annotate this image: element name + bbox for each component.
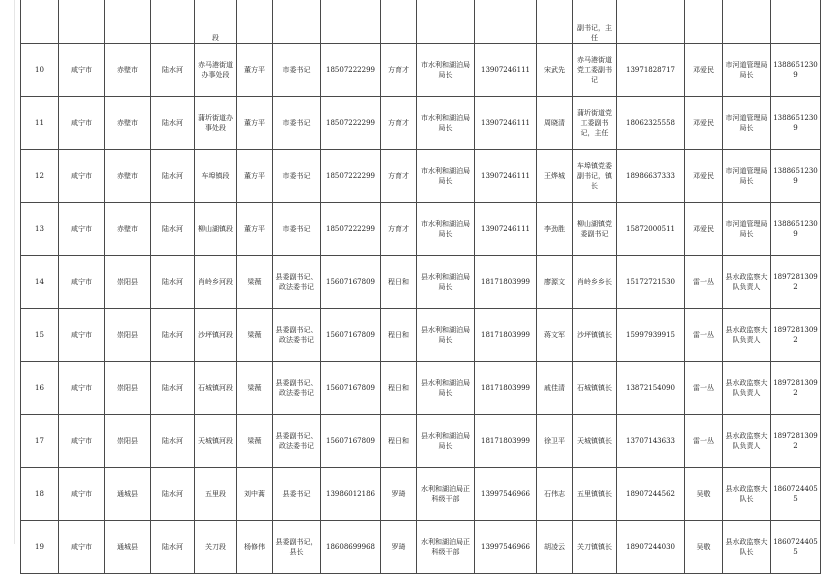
- cell-township-title: 关刀镇镇长: [573, 521, 617, 574]
- cell-contact-phone: 18171803999: [475, 256, 537, 309]
- cell-supervisor-title: 市河道管理局局长: [723, 150, 771, 203]
- cell-contact-title: 县水利和湖泊局局长: [417, 256, 475, 309]
- cell-chief-phone: 15607167809: [321, 256, 381, 309]
- cell-river: 陆水河: [151, 521, 195, 574]
- cell-township-phone: 13872154090: [617, 362, 685, 415]
- cell-chief-title: 县委副书记、政法委书记: [273, 256, 321, 309]
- cell-city: 咸宁市: [59, 309, 105, 362]
- cell-section: 段: [195, 0, 237, 44]
- cell-county: 崇阳县: [105, 362, 151, 415]
- cell-chief-title: 市委书记: [273, 97, 321, 150]
- cell-contact-title: [417, 0, 475, 44]
- table-row: [21, 97, 821, 150]
- cell-contact: 程日和: [381, 256, 417, 309]
- cell-township-chief: 戚佳清: [537, 362, 573, 415]
- cell-supervisor: 雷一丛: [685, 415, 723, 468]
- cell-city: 咸宁市: [59, 521, 105, 574]
- cell-township-phone: [617, 0, 685, 44]
- cell-chief-phone: 13986012186: [321, 468, 381, 521]
- cell-section: 沙坪镇河段: [195, 309, 237, 362]
- cell-township-chief: 石伟志: [537, 468, 573, 521]
- cell-contact-phone: 18171803999: [475, 362, 537, 415]
- cell-contact: 程日和: [381, 309, 417, 362]
- cell-contact: 方育才: [381, 203, 417, 256]
- cell-section: 天城镇河段: [195, 415, 237, 468]
- cell-county: 赤壁市: [105, 44, 151, 97]
- cell-township-title: 副书记，主任: [573, 0, 617, 44]
- cell-section: 蒲圻街道办事处段: [195, 97, 237, 150]
- cell-river: 陆水河: [151, 415, 195, 468]
- table-row: [21, 362, 821, 415]
- cell-contact: 方育才: [381, 150, 417, 203]
- cell-seq: 12: [21, 150, 59, 203]
- cell-contact-title: 水利和湖泊局正科级干部: [417, 468, 475, 521]
- cell-chief: 董方平: [237, 150, 273, 203]
- cell-township-title: 柳山湖镇党委副书记: [573, 203, 617, 256]
- cell-township-title: 蒲圻街道党工委副书记，主任: [573, 97, 617, 150]
- cell-township-title: 沙坪镇镇长: [573, 309, 617, 362]
- cell-chief: 梁薇: [237, 309, 273, 362]
- cell-city: 咸宁市: [59, 150, 105, 203]
- cell-county: 通城县: [105, 521, 151, 574]
- river-chief-table: [20, 0, 821, 574]
- cell-contact-title: 县水利和湖泊局局长: [417, 415, 475, 468]
- cell-seq: 17: [21, 415, 59, 468]
- cell-township-phone: 18907244562: [617, 468, 685, 521]
- cell-county: 赤壁市: [105, 97, 151, 150]
- cell-township-phone: 18062325558: [617, 97, 685, 150]
- cell-city: 咸宁市: [59, 415, 105, 468]
- cell-contact-phone: 13997546966: [475, 521, 537, 574]
- cell-chief: 杨修伟: [237, 521, 273, 574]
- cell-township-phone: 15997939915: [617, 309, 685, 362]
- cell-river: [151, 0, 195, 44]
- cell-supervisor-phone: 13886512309: [771, 44, 821, 97]
- cell-chief-title: 市委书记: [273, 44, 321, 97]
- cell-supervisor-phone: 18972813092: [771, 415, 821, 468]
- cell-section: 五里段: [195, 468, 237, 521]
- cell-river: 陆水河: [151, 44, 195, 97]
- cell-contact-phone: 18171803999: [475, 309, 537, 362]
- cell-supervisor: 邓爱民: [685, 203, 723, 256]
- cell-supervisor: 雷一丛: [685, 256, 723, 309]
- cell-chief-title: 市委书记: [273, 203, 321, 256]
- cell-supervisor-title: 市河道管理局局长: [723, 203, 771, 256]
- cell-section: 石城镇河段: [195, 362, 237, 415]
- cell-supervisor-title: 市河道管理局局长: [723, 97, 771, 150]
- cell-contact-title: 市水利和湖泊局局长: [417, 150, 475, 203]
- cell-contact: 方育才: [381, 97, 417, 150]
- cell-township-chief: 胡凌云: [537, 521, 573, 574]
- cell-city: 咸宁市: [59, 97, 105, 150]
- cell-contact: [381, 0, 417, 44]
- cell-city: 咸宁市: [59, 256, 105, 309]
- cell-chief-phone: 18507222299: [321, 97, 381, 150]
- cell-supervisor-title: 市河道管理局局长: [723, 44, 771, 97]
- cell-section: 肖岭乡河段: [195, 256, 237, 309]
- table-row: [21, 44, 821, 97]
- cell-chief-title: 市委书记: [273, 150, 321, 203]
- cell-supervisor-phone: [771, 0, 821, 44]
- cell-township-chief: 廖源文: [537, 256, 573, 309]
- cell-chief: 董方平: [237, 44, 273, 97]
- cell-township-title: 五里镇镇长: [573, 468, 617, 521]
- cell-township-chief: 宋武先: [537, 44, 573, 97]
- cell-township-chief: 徐卫平: [537, 415, 573, 468]
- cell-chief-title: 县委副书记、政法委书记: [273, 362, 321, 415]
- cell-county: 崇阳县: [105, 256, 151, 309]
- cell-chief: 梁薇: [237, 415, 273, 468]
- cell-supervisor-phone: 13886512309: [771, 97, 821, 150]
- cell-seq: 14: [21, 256, 59, 309]
- cell-supervisor-phone: 18972813092: [771, 309, 821, 362]
- cell-chief: [237, 0, 273, 44]
- cell-contact-phone: [475, 0, 537, 44]
- table-row: [21, 256, 821, 309]
- cell-contact-phone: 18171803999: [475, 415, 537, 468]
- cell-contact: 罗琦: [381, 521, 417, 574]
- cell-supervisor-title: 县水政监察大队负责人: [723, 256, 771, 309]
- cell-chief-phone: 15607167809: [321, 309, 381, 362]
- cell-supervisor: 吴敬: [685, 521, 723, 574]
- cell-chief: 梁薇: [237, 256, 273, 309]
- cell-supervisor-title: 县水政监察大队长: [723, 521, 771, 574]
- cell-chief-title: 县委副书记，县长: [273, 521, 321, 574]
- cell-river: 陆水河: [151, 309, 195, 362]
- cell-chief-title: 县委副书记、政法委书记: [273, 309, 321, 362]
- cell-contact: 罗琦: [381, 468, 417, 521]
- cell-contact-phone: 13907246111: [475, 97, 537, 150]
- cell-chief-title: 县委副书记、政法委书记: [273, 415, 321, 468]
- cell-contact-title: 县水利和湖泊局局长: [417, 309, 475, 362]
- table-row: [21, 521, 821, 574]
- cell-seq: 19: [21, 521, 59, 574]
- cell-county: 通城县: [105, 468, 151, 521]
- page-margin-line: [14, 0, 15, 544]
- cell-chief: 董方平: [237, 203, 273, 256]
- cell-section: 柳山湖镇段: [195, 203, 237, 256]
- cell-supervisor-phone: 18607244055: [771, 521, 821, 574]
- cell-supervisor-phone: 18972813092: [771, 256, 821, 309]
- cell-contact-title: 市水利和湖泊局局长: [417, 44, 475, 97]
- cell-township-title: 肖岭乡乡长: [573, 256, 617, 309]
- cell-supervisor-title: 县水政监察大队长: [723, 468, 771, 521]
- cell-contact-title: 市水利和湖泊局局长: [417, 203, 475, 256]
- cell-township-phone: 18907244030: [617, 521, 685, 574]
- cell-contact: 程日和: [381, 415, 417, 468]
- cell-township-phone: 15872000511: [617, 203, 685, 256]
- cell-contact-title: 市水利和湖泊局局长: [417, 97, 475, 150]
- cell-supervisor: 吴敬: [685, 468, 723, 521]
- cell-river: 陆水河: [151, 468, 195, 521]
- cell-township-phone: 18986637333: [617, 150, 685, 203]
- cell-supervisor: 雷一丛: [685, 362, 723, 415]
- table-row: [21, 203, 821, 256]
- cell-county: 崇阳县: [105, 415, 151, 468]
- cell-township-chief: 李劲胜: [537, 203, 573, 256]
- cell-chief: 刘中蒿: [237, 468, 273, 521]
- cell-section: 车埠镇段: [195, 150, 237, 203]
- cell-contact-phone: 13997546966: [475, 468, 537, 521]
- cell-supervisor-phone: 18607244055: [771, 468, 821, 521]
- cell-city: 咸宁市: [59, 44, 105, 97]
- table-body: [21, 0, 821, 574]
- cell-supervisor-title: 县水政监察大队负责人: [723, 415, 771, 468]
- cell-chief: 董方平: [237, 97, 273, 150]
- cell-township-chief: 蒋文军: [537, 309, 573, 362]
- cell-contact-phone: 13907246111: [475, 203, 537, 256]
- cell-contact-title: 水利和湖泊局正科级干部: [417, 521, 475, 574]
- cell-county: 赤壁市: [105, 203, 151, 256]
- cell-river: 陆水河: [151, 256, 195, 309]
- table-row: [21, 468, 821, 521]
- table-row: [21, 309, 821, 362]
- cell-township-phone: 13971828717: [617, 44, 685, 97]
- cell-city: 咸宁市: [59, 468, 105, 521]
- cell-chief-phone: 18608699968: [321, 521, 381, 574]
- cell-township-title: 石城镇镇长: [573, 362, 617, 415]
- cell-section: 关刀段: [195, 521, 237, 574]
- cell-township-title: 天城镇镇长: [573, 415, 617, 468]
- cell-city: 咸宁市: [59, 362, 105, 415]
- cell-seq: 16: [21, 362, 59, 415]
- cell-chief-phone: 18507222299: [321, 150, 381, 203]
- cell-river: 陆水河: [151, 97, 195, 150]
- cell-supervisor-phone: 13886512309: [771, 203, 821, 256]
- cell-chief-phone: 18507222299: [321, 203, 381, 256]
- cell-seq: 13: [21, 203, 59, 256]
- cell-township-chief: 王烨城: [537, 150, 573, 203]
- cell-supervisor-title: [723, 0, 771, 44]
- cell-supervisor-phone: 13886512309: [771, 150, 821, 203]
- cell-supervisor: [685, 0, 723, 44]
- cell-river: 陆水河: [151, 362, 195, 415]
- cell-seq: [21, 0, 59, 44]
- cell-township-phone: 13707143633: [617, 415, 685, 468]
- cell-city: [59, 0, 105, 44]
- cell-supervisor-title: 县水政监察大队负责人: [723, 362, 771, 415]
- cell-section: 赤马港街道办事处段: [195, 44, 237, 97]
- cell-township-title: 赤马港街道党工委副书记: [573, 44, 617, 97]
- cell-seq: 18: [21, 468, 59, 521]
- cell-seq: 10: [21, 44, 59, 97]
- cell-chief-title: 县委书记: [273, 468, 321, 521]
- cell-chief-phone: 18507222299: [321, 44, 381, 97]
- cell-county: [105, 0, 151, 44]
- table-row: [21, 415, 821, 468]
- table-row-continued: [21, 0, 821, 44]
- cell-seq: 11: [21, 97, 59, 150]
- cell-river: 陆水河: [151, 203, 195, 256]
- cell-supervisor: 邓爱民: [685, 44, 723, 97]
- cell-county: 崇阳县: [105, 309, 151, 362]
- cell-township-chief: [537, 0, 573, 44]
- cell-supervisor: 雷一丛: [685, 309, 723, 362]
- cell-chief: 梁薇: [237, 362, 273, 415]
- cell-township-chief: 周晓清: [537, 97, 573, 150]
- cell-chief-title: [273, 0, 321, 44]
- cell-contact-phone: 13907246111: [475, 44, 537, 97]
- cell-supervisor: 邓爱民: [685, 150, 723, 203]
- cell-chief-phone: [321, 0, 381, 44]
- cell-contact: 程日和: [381, 362, 417, 415]
- cell-county: 赤壁市: [105, 150, 151, 203]
- cell-contact-title: 县水利和湖泊局局长: [417, 362, 475, 415]
- cell-contact: 方育才: [381, 44, 417, 97]
- cell-contact-phone: 13907246111: [475, 150, 537, 203]
- cell-township-title: 车埠镇党委副书记，镇长: [573, 150, 617, 203]
- cell-city: 咸宁市: [59, 203, 105, 256]
- cell-chief-phone: 15607167809: [321, 415, 381, 468]
- cell-chief-phone: 15607167809: [321, 362, 381, 415]
- cell-river: 陆水河: [151, 150, 195, 203]
- cell-supervisor: 邓爱民: [685, 97, 723, 150]
- cell-supervisor-phone: 18972813092: [771, 362, 821, 415]
- table-row: [21, 150, 821, 203]
- cell-township-phone: 15172721530: [617, 256, 685, 309]
- cell-supervisor-title: 县水政监察大队负责人: [723, 309, 771, 362]
- cell-seq: 15: [21, 309, 59, 362]
